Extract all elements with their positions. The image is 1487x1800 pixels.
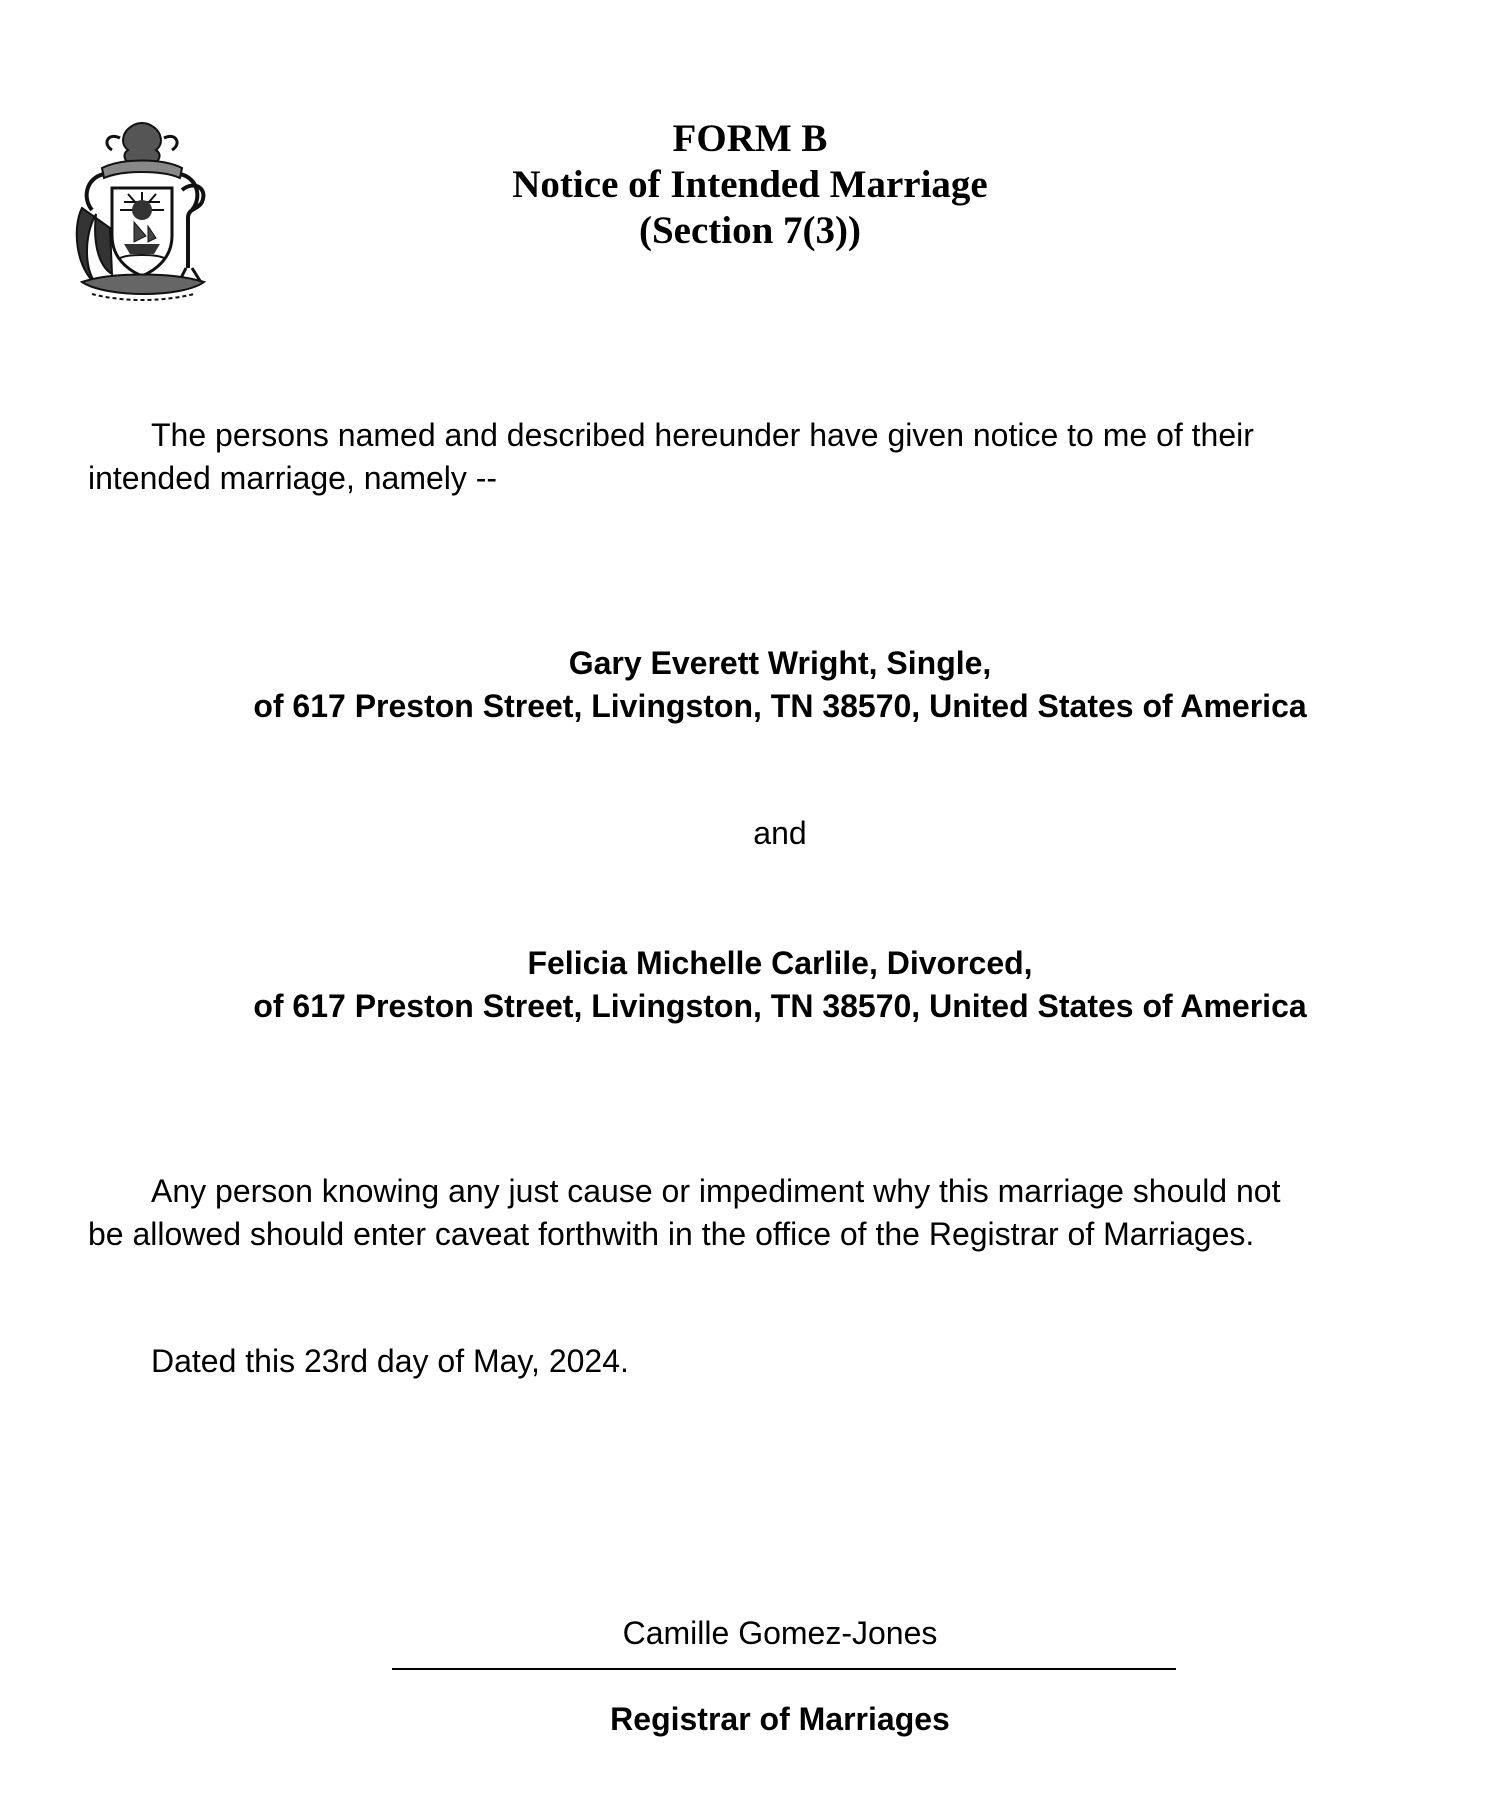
- party-1-name-status: Gary Everett Wright, Single,: [568, 645, 992, 681]
- signature-line: [392, 1668, 1176, 1670]
- caveat-line-2: be allowed should enter caveat forthwith in the office of the Registrar of Marriages.: [88, 1216, 1255, 1252]
- document-title: Notice of Intended Marriage: [512, 163, 988, 206]
- conjunction-text: and: [753, 815, 807, 851]
- intro-line-1: The persons named and described hereunder have given notice to me of their: [151, 417, 1254, 453]
- caveat-paragraph: [88, 1170, 1468, 1256]
- coat-of-arms-icon: [62, 118, 222, 304]
- dated-line: Dated this 23rd day of May, 2024.: [151, 1343, 629, 1379]
- form-label: FORM B: [672, 117, 828, 160]
- party-1-address: of 617 Preston Street, Livingston, TN 38570, United States of America: [253, 688, 1307, 724]
- intro-line-2: intended marriage, namely --: [88, 460, 498, 496]
- signatory-name: Camille Gomez-Jones: [622, 1615, 938, 1651]
- party-1: [0, 642, 1487, 728]
- intro-paragraph: [88, 414, 1468, 500]
- signatory-title: Registrar of Marriages: [610, 1701, 950, 1737]
- party-2-address: of 617 Preston Street, Livingston, TN 38570, United States of America: [253, 988, 1307, 1024]
- caveat-line-1: Any person knowing any just cause or impediment why this marriage should not: [151, 1173, 1281, 1209]
- party-2: [0, 942, 1487, 1028]
- document-header: [300, 116, 1200, 254]
- section-reference: (Section 7(3)): [638, 209, 862, 252]
- party-2-name-status: Felicia Michelle Carlile, Divorced,: [527, 945, 1033, 981]
